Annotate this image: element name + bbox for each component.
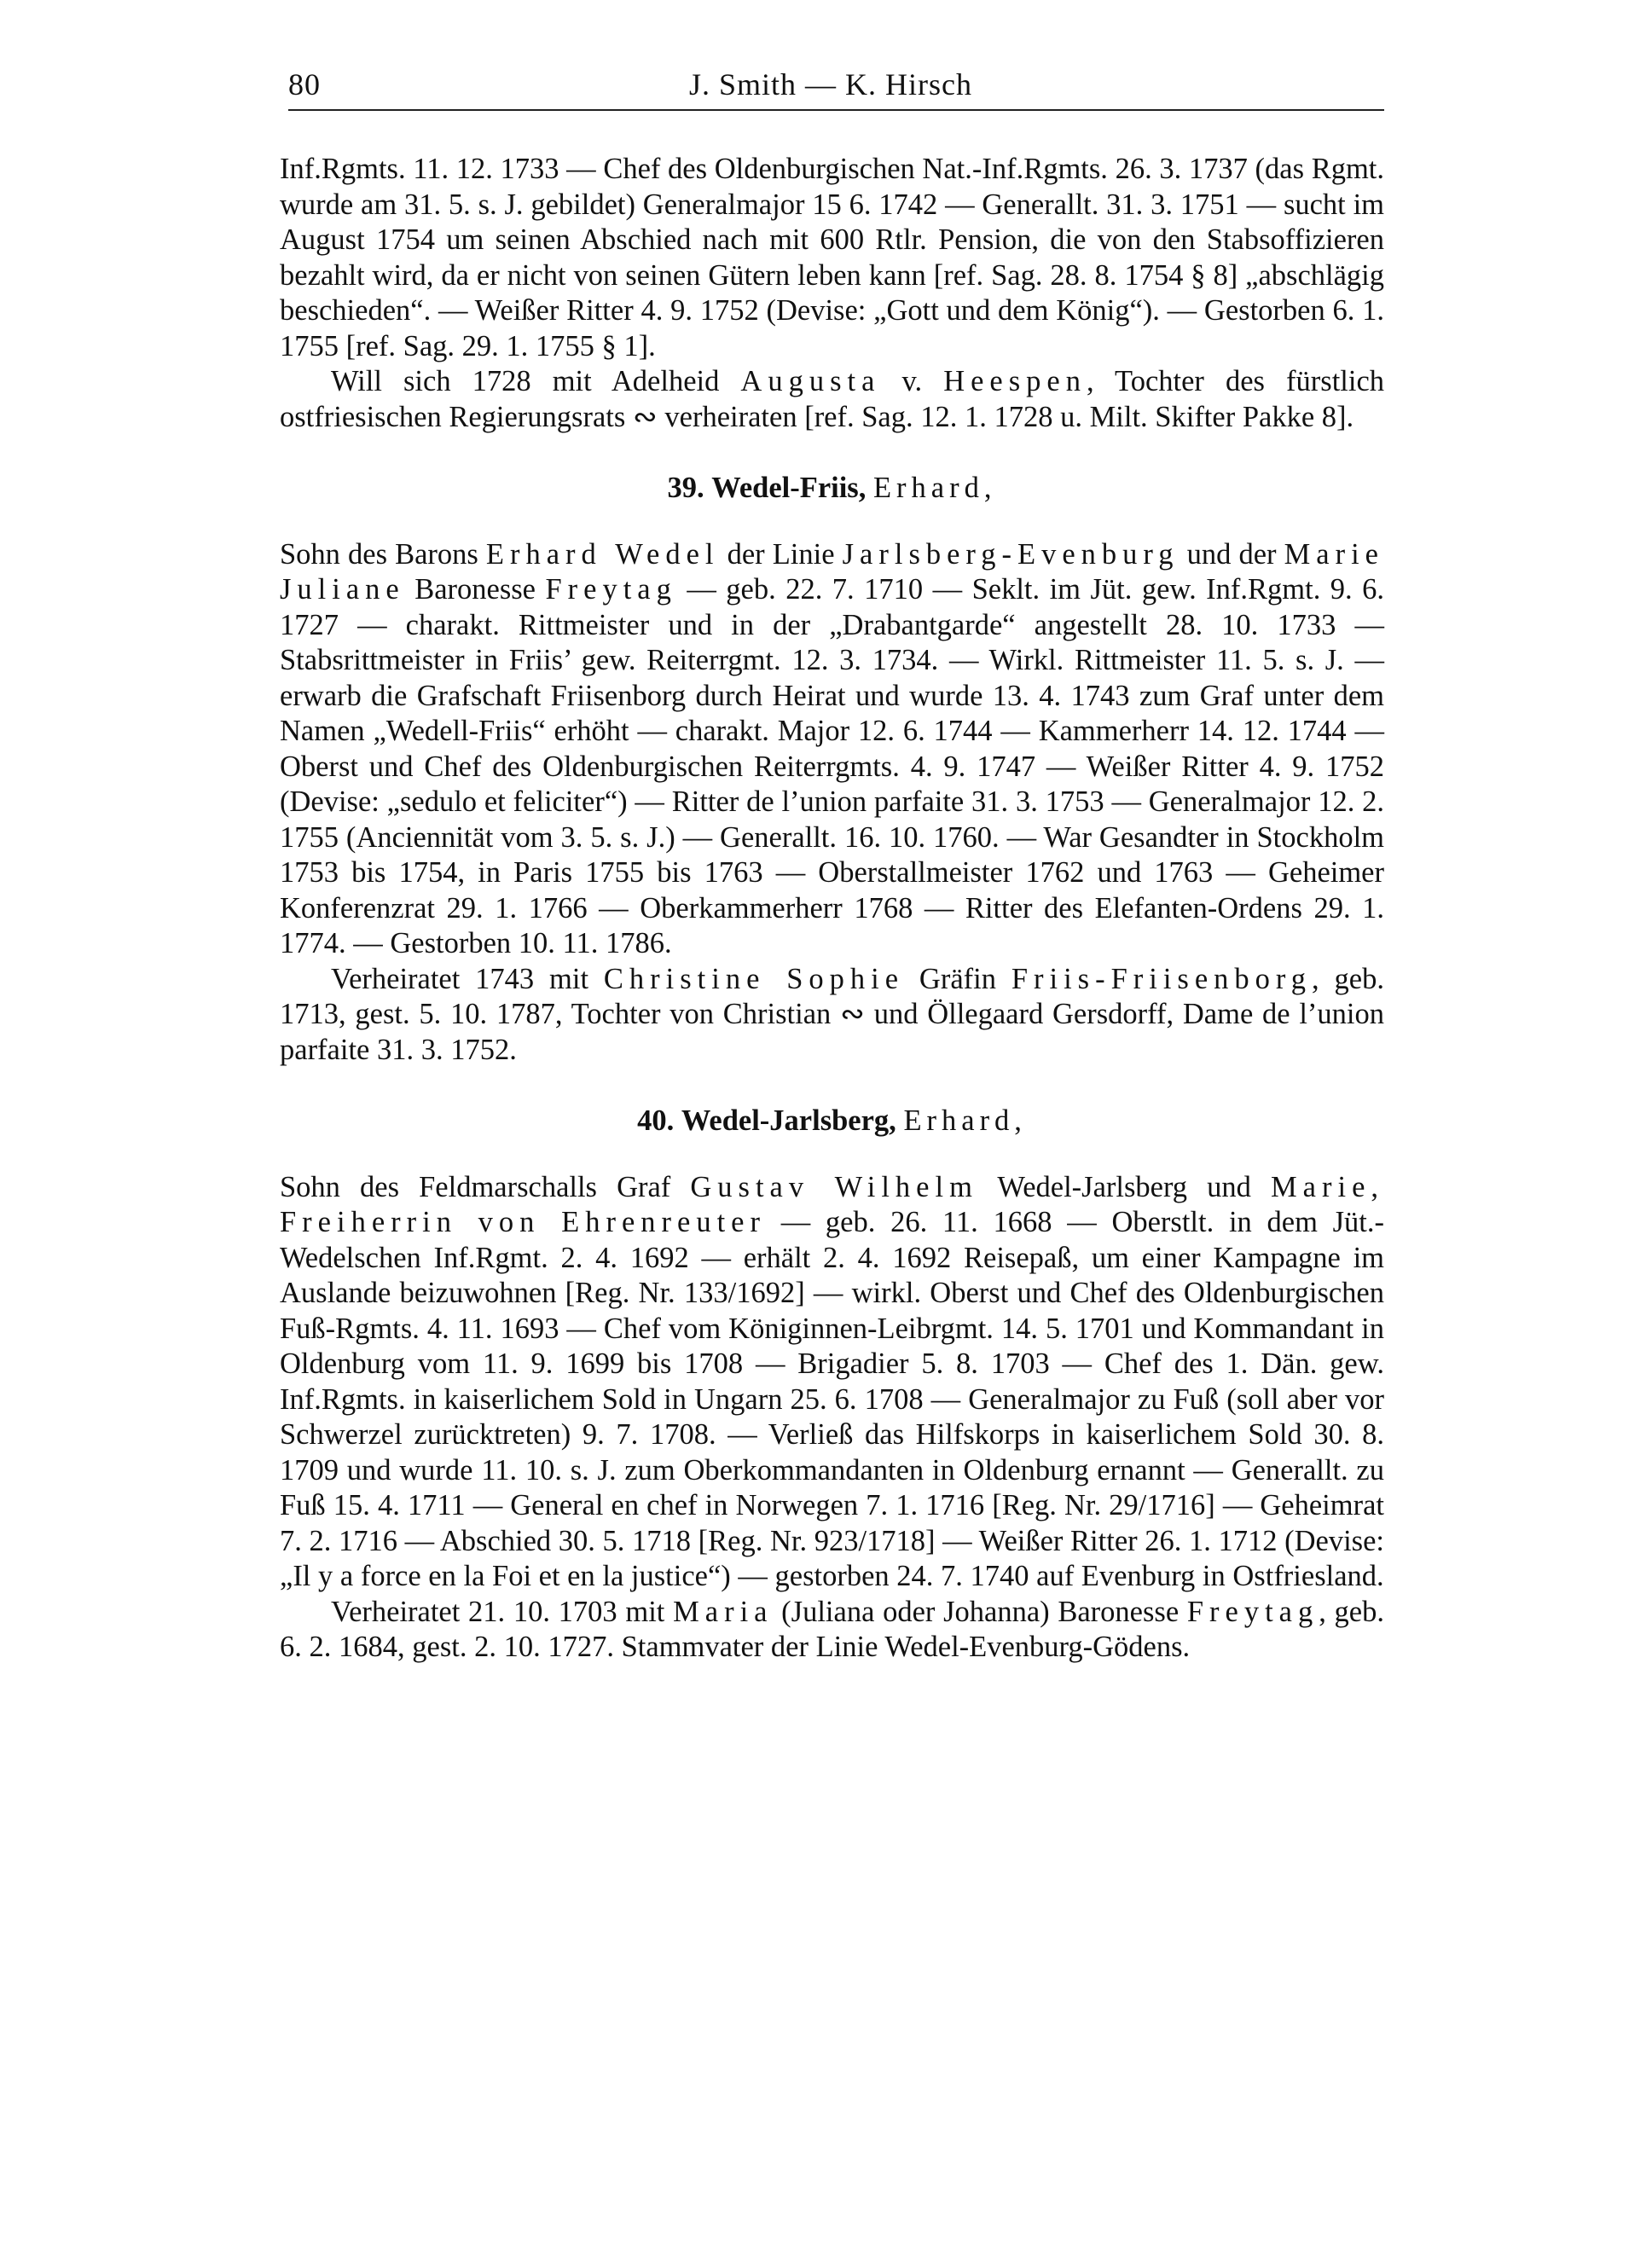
entry-40-paragraph-2: Verheiratet 21. 10. 1703 mit Maria (Juliana oder Johanna) Baronesse Freytag, geb. 6. 2. 1684, gest. 2. 10. 1727. Stammvater der Linie Wedel-Evenburg-Gödens. (280, 1595, 1384, 1663)
spaced-name: Marie Juliane (280, 537, 1384, 606)
entry-39-paragraph-2: Verheiratet 1743 mit Christine Sophie Gräfin Friis-Friisenborg, geb. 1713, gest. 5. 10. 1787, Tochter von Christian ∾ und Öllegaard Gersdorff, Dame de l’union parfaite 31. 3. 1752. (280, 962, 1384, 1066)
spaced-name: Augusta (740, 365, 881, 397)
entry-given-name: Erhard, (872, 472, 997, 504)
spaced-name: Christine Sophie (603, 962, 905, 995)
spaced-name: Maria (673, 1595, 774, 1628)
entry-38-paragraph-1: Inf.Rgmts. 11. 12. 1733 — Chef des Oldenburgischen Nat.-Inf.Rgmts. 26. 3. 1737 (das Rgmt. wurde am 31. 5. s. J. gebildet) Generalmajor 15 6. 1742 — Generallt. 31. 3. 1751 — sucht im August 1754 um seinen Abschied nach mit 600 Rtlr. Pension, die von den Stabsoffizieren bezahlt wird, da er nicht von seinen Gütern leben kann [ref. Sag. 28. 8. 1754 § 8] „abschlägig beschieden“. — Weißer Ritter 4. 9. 1752 (Devise: „Gott und dem König“). — Gestorben 6. 1. 1755 [ref. Sag. 29. 1. 1755 § 1]. (280, 153, 1384, 362)
entry-38-paragraph-2: Will sich 1728 mit Adelheid Augusta v. Heespen, Tochter des fürstlich ostfriesischen Regierungsrats ∾ verheiraten [ref. Sag. 12. 1. 1728 u. Milt. Skifter Pakke 8]. (280, 365, 1385, 433)
spaced-name: Freytag (545, 573, 677, 606)
entry-given-name: Erhard, (903, 1104, 1027, 1137)
spaced-name: Marie, Freiherrin von Ehrenreuter (280, 1170, 1385, 1238)
entry-39-paragraph-1: Sohn des Barons Erhard Wedel der Linie Jarlsberg-Evenburg und der Marie Juliane Baronesse Freytag — geb. 22. 7. 1710 — Seklt. im Jüt. gew. Inf.Rgmt. 9. 6. 1727 — charakt. Rittmeister und in der „Drabantgarde“ angestellt 28. 10. 1733 — Stabsrittmeister in Friis’ gew. Reiterrgmt. 12. 3. 1734. — Wirkl. Rittmeister 11. 5. s. J. — erwarb die Grafschaft Friisenborg durch Heirat und wurde 13. 4. 1743 zum Graf unter dem Namen „Wedell-Friis“ erhöht — charakt. Major 12. 6. 1744 — Kammerherr 14. 12. 1744 — Oberst und Chef des Oldenburgischen Reiterrgmts. 4. 9. 1747 — Weißer Ritter 4. 9. 1752 (Devise: „sedulo et feliciter“) — Ritter de l’union parfaite 31. 3. 1753 — Generalmajor 12. 2. 1755 (Anciennität vom 3. 5. s. J.) — Generallt. 16. 10. 1760. — War Gesandter in Stockholm 1753 bis 1754, in Paris 1755 bis 1763 — Oberstallmeister 1762 und 1763 — Geheimer Konferenzrat 29. 1. 1766 — Oberkammerherr 1768 — Ritter des Elefanten-Ordens 29. 1. 1774. — Gestorben 10. 11. 1786. (280, 537, 1385, 959)
spaced-name: Erhard Wedel (485, 537, 720, 571)
entry-number: 40. (637, 1104, 675, 1137)
spaced-name: Friis-Friisenborg (1011, 962, 1313, 995)
spaced-name: Jarlsberg-Evenburg (842, 537, 1180, 571)
entry-40-heading (280, 1104, 1384, 1139)
entry-surname: Wedel-Jarlsberg, (681, 1104, 896, 1137)
page-number: 80 (288, 67, 321, 101)
page-header (288, 60, 1384, 111)
spaced-name: Heespen (943, 365, 1087, 397)
page-body (280, 152, 1384, 1666)
header-rule (288, 109, 1384, 111)
entry-40-paragraph-1: Sohn des Feldmarschalls Graf Gustav Wilhelm Wedel-Jarlsberg und Marie, Freiherrin von Ehrenreuter — geb. 26. 11. 1668 — Oberstlt. in dem Jüt.-Wedelschen Inf.Rgmt. 2. 4. 1692 — erhält 2. 4. 1692 Reisepaß, um einer Kampagne im Auslande beizuwohnen [Reg. Nr. 133/1692] — wirkl. Oberst und Chef des Oldenburgischen Fuß-Rgmts. 4. 11. 1693 — Chef vom Königinnen-Leibrgmt. 14. 5. 1701 und Kommandant in Oldenburg vom 11. 9. 1699 bis 1708 — Brigadier 5. 8. 1703 — Chef des 1. Dän. gew. Inf.Rgmts. in kaiserlichem Sold in Ungarn 25. 6. 1708 — Generalmajor zu Fuß (soll aber vor Schwerzel zurücktreten) 9. 7. 1708. — Verließ das Hilfskorps in kaiserlichem Sold 30. 8. 1709 und wurde 11. 10. s. J. zum Oberkommandanten in Oldenburg ernannt — Generallt. zu Fuß 15. 4. 1711 — General en chef in Norwegen 7. 1. 1716 [Reg. Nr. 29/1716] — Geheimrat 7. 2. 1716 — Abschied 30. 5. 1718 [Reg. Nr. 923/1718] — Weißer Ritter 26. 1. 1712 (Devise: „Il y a force en la Foi et en la justice“) — gestorben 24. 7. 1740 auf Evenburg in Ostfriesland. (280, 1170, 1385, 1592)
spaced-name: Freytag (1186, 1595, 1319, 1628)
running-head: J. Smith — K. Hirsch (689, 67, 973, 101)
spaced-name: Gustav Wilhelm (690, 1170, 978, 1203)
entry-surname: Wedel-Friis, (711, 472, 867, 504)
entry-39-heading (280, 471, 1384, 507)
entry-number: 39. (667, 472, 704, 504)
